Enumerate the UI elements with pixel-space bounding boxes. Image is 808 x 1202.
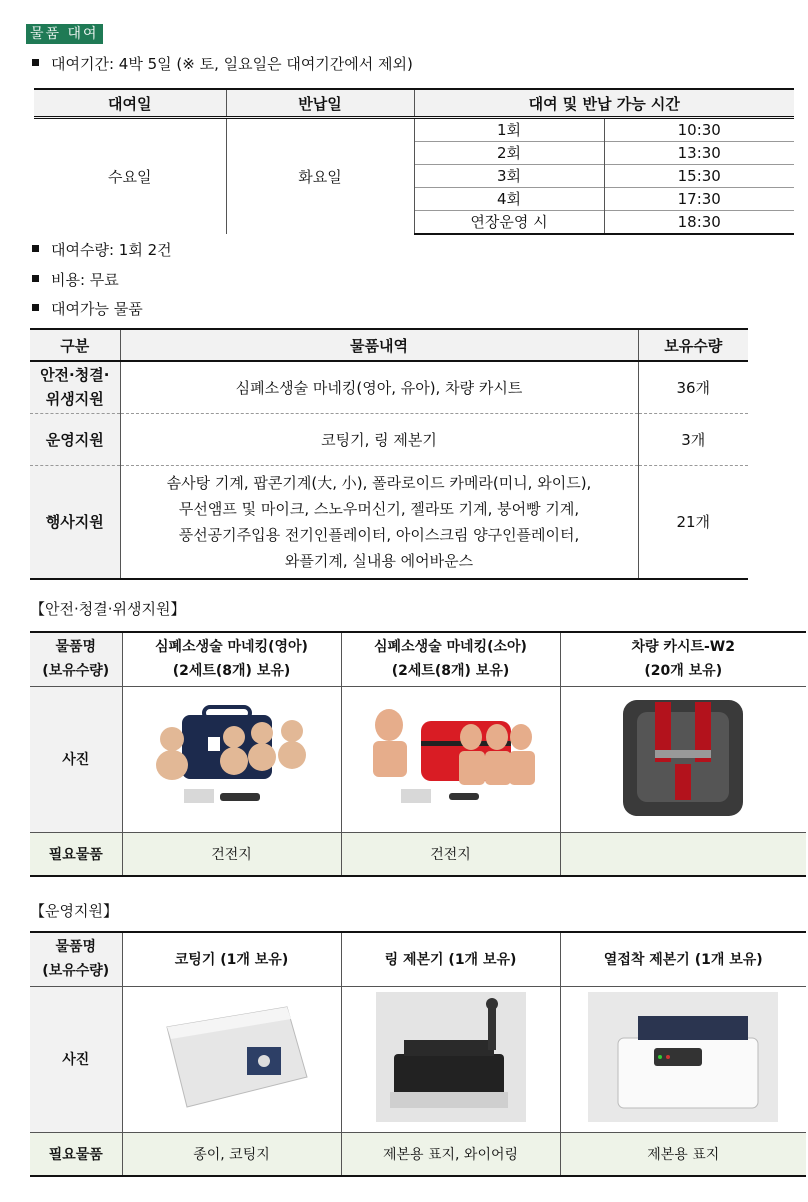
time-value: 18:30 bbox=[604, 211, 794, 235]
items-table bbox=[30, 328, 748, 580]
laminator-image bbox=[147, 997, 317, 1117]
items-label: 대여가능 물품 bbox=[32, 299, 143, 319]
row-name-header: 물품명 (보유수량) bbox=[30, 932, 122, 986]
infant-manikin-image bbox=[142, 697, 322, 817]
car-seat-photo bbox=[560, 686, 806, 832]
item-name: 열접착 제본기 (1개 보유) bbox=[560, 932, 806, 986]
ops-table bbox=[30, 931, 806, 1177]
section-title: 물품 대여 bbox=[26, 24, 103, 44]
item-name: 차량 카시트-W2 (20개 보유) bbox=[560, 632, 806, 686]
ring-binder-image bbox=[376, 992, 526, 1122]
rental-period: 대여기간: 4박 5일 (※ 토, 일요일은 대여기간에서 제외) bbox=[32, 54, 413, 74]
items-category: 운영지원 bbox=[30, 413, 120, 465]
ops-section-label: 【운영지원】 bbox=[30, 902, 118, 920]
row-need-header: 필요물품 bbox=[30, 1132, 122, 1176]
thermal-binder-photo bbox=[560, 986, 806, 1132]
item-name: 심폐소생술 마네킹(영아) (2세트(8개) 보유) bbox=[122, 632, 341, 686]
items-count: 3개 bbox=[638, 413, 748, 465]
items-header: 물품내역 bbox=[120, 329, 638, 361]
time-label: 4회 bbox=[414, 188, 604, 211]
infant-manikin-photo bbox=[122, 686, 341, 832]
rental-quantity: 대여수량: 1회 2건 bbox=[32, 240, 172, 260]
return-day: 화요일 bbox=[226, 118, 414, 235]
schedule-header: 대여 및 반납 가능 시간 bbox=[414, 89, 794, 118]
item-name: 심폐소생술 마네킹(소아) (2세트(8개) 보유) bbox=[341, 632, 560, 686]
items-detail: 심폐소생술 마네킹(영아, 유아), 차량 카시트 bbox=[120, 361, 638, 413]
items-detail: 코팅기, 링 제본기 bbox=[120, 413, 638, 465]
safety-table bbox=[30, 631, 806, 877]
need-items bbox=[560, 832, 806, 876]
car-seat-image bbox=[593, 692, 773, 822]
rental-cost: 비용: 무료 bbox=[32, 270, 119, 290]
ring-binder-photo bbox=[341, 986, 560, 1132]
time-value: 17:30 bbox=[604, 188, 794, 211]
safety-section-label: 【안전·청결·위생지원】 bbox=[30, 600, 186, 618]
need-items: 종이, 코팅지 bbox=[122, 1132, 341, 1176]
time-value: 10:30 bbox=[604, 118, 794, 142]
need-items: 제본용 표지 bbox=[560, 1132, 806, 1176]
row-photo-header: 사진 bbox=[30, 686, 122, 832]
schedule-header: 반납일 bbox=[226, 89, 414, 118]
row-photo-header: 사진 bbox=[30, 986, 122, 1132]
items-header: 보유수량 bbox=[638, 329, 748, 361]
time-label: 1회 bbox=[414, 118, 604, 142]
need-items: 건전지 bbox=[341, 832, 560, 876]
child-manikin-photo bbox=[341, 686, 560, 832]
schedule-table bbox=[34, 88, 794, 235]
child-manikin-image bbox=[361, 697, 541, 817]
need-items: 제본용 표지, 와이어링 bbox=[341, 1132, 560, 1176]
thermal-binder-image bbox=[588, 992, 778, 1122]
time-value: 15:30 bbox=[604, 165, 794, 188]
items-detail: 솜사탕 기계, 팝콘기계(大, 小), 폴라로이드 카메라(미니, 와이드), 무선앰프 및 마이크, 스노우머신기, 젤라또 기계, 붕어빵 기계, 풍선공기주입용 전기인플레이터, 아이스크림 양구인플레이터, 와플기계, 실내용 에어바운스 bbox=[120, 465, 638, 579]
time-label: 2회 bbox=[414, 142, 604, 165]
rent-day: 수요일 bbox=[108, 167, 152, 186]
time-label: 3회 bbox=[414, 165, 604, 188]
items-category: 안전·청결· 위생지원 bbox=[30, 361, 120, 413]
schedule-header: 대여일 bbox=[34, 89, 226, 118]
items-category: 행사지원 bbox=[30, 465, 120, 579]
row-need-header: 필요물품 bbox=[30, 832, 122, 876]
item-name: 링 제본기 (1개 보유) bbox=[341, 932, 560, 986]
time-value: 13:30 bbox=[604, 142, 794, 165]
row-name-header: 물품명 (보유수량) bbox=[30, 632, 122, 686]
time-label: 연장운영 시 bbox=[414, 211, 604, 235]
items-count: 36개 bbox=[638, 361, 748, 413]
laminator-photo bbox=[122, 986, 341, 1132]
items-count: 21개 bbox=[638, 465, 748, 579]
item-name: 코팅기 (1개 보유) bbox=[122, 932, 341, 986]
need-items: 건전지 bbox=[122, 832, 341, 876]
items-header: 구분 bbox=[30, 329, 120, 361]
